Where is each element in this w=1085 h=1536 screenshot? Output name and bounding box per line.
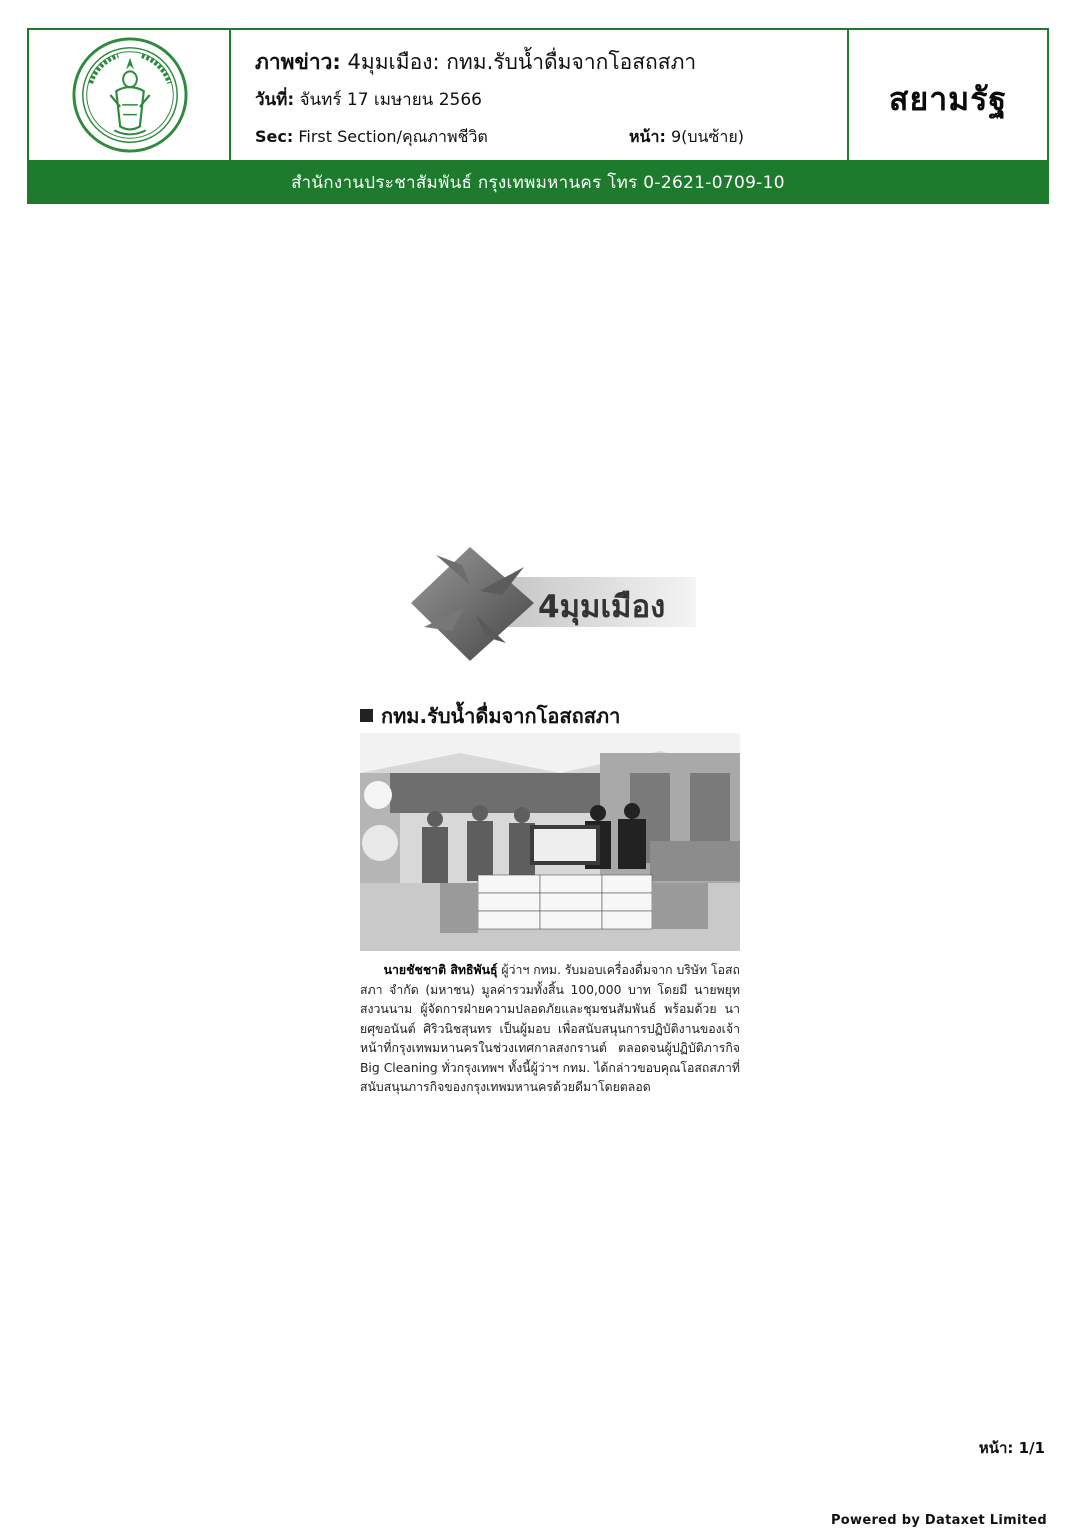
header-box bbox=[27, 28, 1049, 162]
page-row bbox=[629, 125, 744, 150]
news-photo bbox=[360, 733, 740, 951]
clip-headline bbox=[360, 700, 620, 732]
publication-name: สยามรัฐ bbox=[888, 80, 1008, 118]
title-label: ภาพข่าว: bbox=[255, 50, 341, 74]
bullet-square-icon bbox=[360, 709, 373, 722]
body-lead-name: นายชัชชาติ สิทธิพันธุ์ bbox=[383, 963, 498, 977]
section-label: Sec: bbox=[255, 127, 294, 146]
powered-by: Powered by Dataxet Limited bbox=[830, 1513, 1047, 1528]
info-cell bbox=[231, 30, 849, 160]
section-row bbox=[255, 125, 488, 150]
page-number: หน้า: 1/1 bbox=[978, 1439, 1045, 1457]
clipping-header bbox=[27, 28, 1047, 204]
column-name: 4มุมเมือง bbox=[538, 589, 666, 625]
publication-cell bbox=[849, 30, 1047, 160]
page-label: หน้า: bbox=[629, 127, 666, 146]
page-value: 9(บนซ้าย) bbox=[670, 127, 744, 146]
clip-body bbox=[360, 961, 740, 1098]
contact-bar: สำนักงานประชาสัมพันธ์ กรุงเทพมหานคร โทร 0-2621-0709-10 bbox=[27, 160, 1049, 204]
four-corners-logo bbox=[406, 545, 696, 663]
date-value: จันทร์ 17 เมษายน 2566 bbox=[299, 90, 482, 110]
logo-cell bbox=[29, 30, 231, 160]
title-value: 4มุมเมือง: กทม.รับน้ำดื่มจากโอสถสภา bbox=[347, 50, 697, 74]
headline-text: กทม.รับน้ำดื่มจากโอสถสภา bbox=[381, 704, 621, 728]
date-label: วันที่: bbox=[255, 90, 295, 110]
body-text: ผู้ว่าฯ กทม. รับมอบเครื่องดื่มจาก บริษัท โอสถสภา จำกัด (มหาชน) มูลค่ารวมทั้งสิ้น 100,000 บาท โดยมี นายพยุท สงวนนาม ผู้จัดการฝ่ายความปลอดภัยและชุมชนสัมพันธ์ พร้อมด้วย นายศุขอนันต์ ศิริวนิชสุนทร เป็นผู้มอบ เพื่อสนับสนุนการปฏิบัติงานของเจ้าหน้าที่กรุงเทพมหานครในช่วงเทศกาลสงกรานต์ ตลอดจนผู้ปฏิบัติภารกิจ Big Cleaning ทั่วกรุงเทพฯ ทั้งนี้ผู้ว่าฯ กทม. ได้กล่าวขอบคุณโอสถสภาที่สนับสนุนภารกิจของกรุงเทพมหานครด้วยดีมาโดยตลอด bbox=[360, 963, 740, 1094]
title-row bbox=[255, 46, 696, 79]
bangkok-seal-icon bbox=[71, 36, 189, 154]
photo-illustration bbox=[360, 733, 740, 951]
section-value: First Section/คุณภาพชีวิต bbox=[298, 127, 488, 146]
date-row bbox=[255, 86, 482, 113]
